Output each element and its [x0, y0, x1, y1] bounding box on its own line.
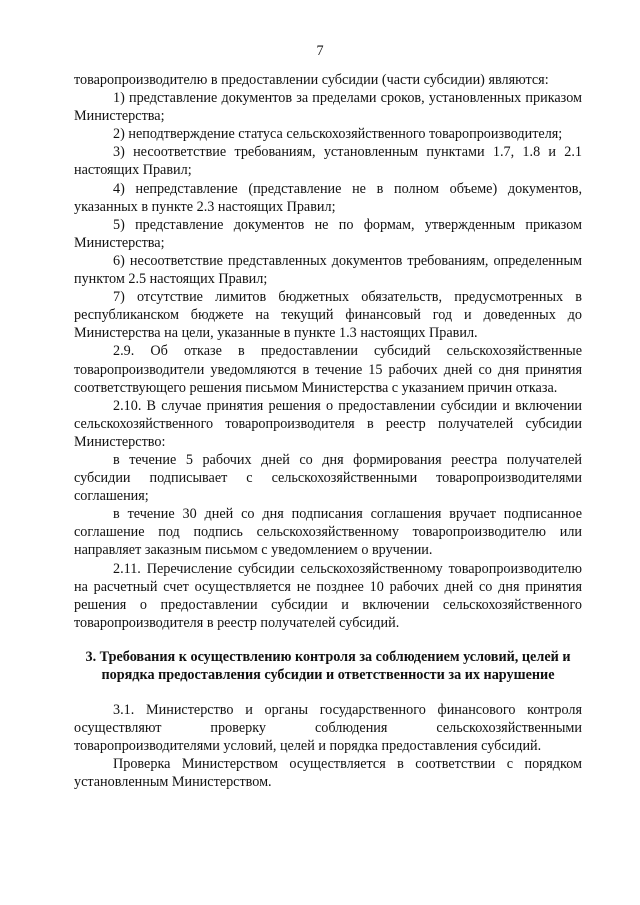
document-body — [74, 71, 582, 792]
list-item-6: 6) несоответствие представленных документов требованиям, определенным пунктом 2.5 настоящих Правил; — [74, 252, 582, 288]
list-item-4: 4) непредставление (представление не в полном объеме) документов, указанных в пункте 2.3 настоящих Правил; — [74, 180, 582, 215]
list-item-7: 7) отсутствие лимитов бюджетных обязательств, предусмотренных в республиканском бюджете на текущий финансовый год и доведенных до Министерства на цели, указанные в пункте 1.3 настоящих Правил. — [74, 289, 582, 342]
section-heading: 3. Требования к осуществлению контроля за соблюдением условий, целей и порядка предоставления субсидии и ответственности за их нарушение — [85, 648, 571, 683]
paragraph-continuation: товаропроизводителю в предоставлении субсидии (части субсидии) являются: — [74, 72, 549, 88]
list-item-1: 1) представление документов за пределами сроков, установленных приказом Министерства; — [74, 90, 582, 125]
clause-3-1-continuation: Проверка Министерством осуществляется в соответствии с порядком установленным Министерством. — [74, 756, 582, 791]
clause-2-10: 2.10. В случае принятия решения о предоставлении субсидии и включении сельскохозяйственного товаропроизводителя в реестр получателей субсидии Министерство: — [74, 397, 582, 450]
clause-2-9: 2.9. Об отказе в предоставлении субсидий сельскохозяйственные товаропроизводители уведомляются в течение 15 рабочих дней со дня принятия соответствующего решения письмом Министерства с указанием причин отказа. — [74, 343, 582, 396]
list-item-2: 2) неподтверждение статуса сельскохозяйственного товаропроизводителя; — [113, 126, 563, 143]
page-number: 7 — [316, 43, 324, 59]
clause-2-11: 2.11. Перечисление субсидии сельскохозяйственному товаропроизводителю на расчетный счет осуществляется не позднее 10 рабочих дней со дня принятия решения о предоставлении субсидии и включении сельскохозяйственного товаропроизводителя в реестр получателей субсидий. — [74, 560, 582, 631]
list-item-3: 3) несоответствие требованиям, установленным пунктами 1.7, 1.8 и 2.1 настоящих Правил; — [74, 144, 582, 179]
clause-3-1: 3.1. Министерство и органы государственного финансового контроля осуществляют проверку соблюдения сельскохозяйственными товаропроизводителями условий, целей и порядка предоставления субсидий. — [74, 702, 582, 755]
clause-2-10-item-2: в течение 30 дней со дня подписания соглашения вручает подписанное соглашение под подпись сельскохозяйственному товаропроизводителю или направляет заказным письмом с уведомлением о вручении. — [74, 506, 582, 559]
list-item-5: 5) представление документов не по формам, утвержденным приказом Министерства; — [74, 216, 582, 251]
clause-2-10-item-1: в течение 5 рабочих дней со дня формирования реестра получателей субсидии подписывает с сельскохозяйственными товаропроизводителями соглашения; — [74, 451, 582, 505]
